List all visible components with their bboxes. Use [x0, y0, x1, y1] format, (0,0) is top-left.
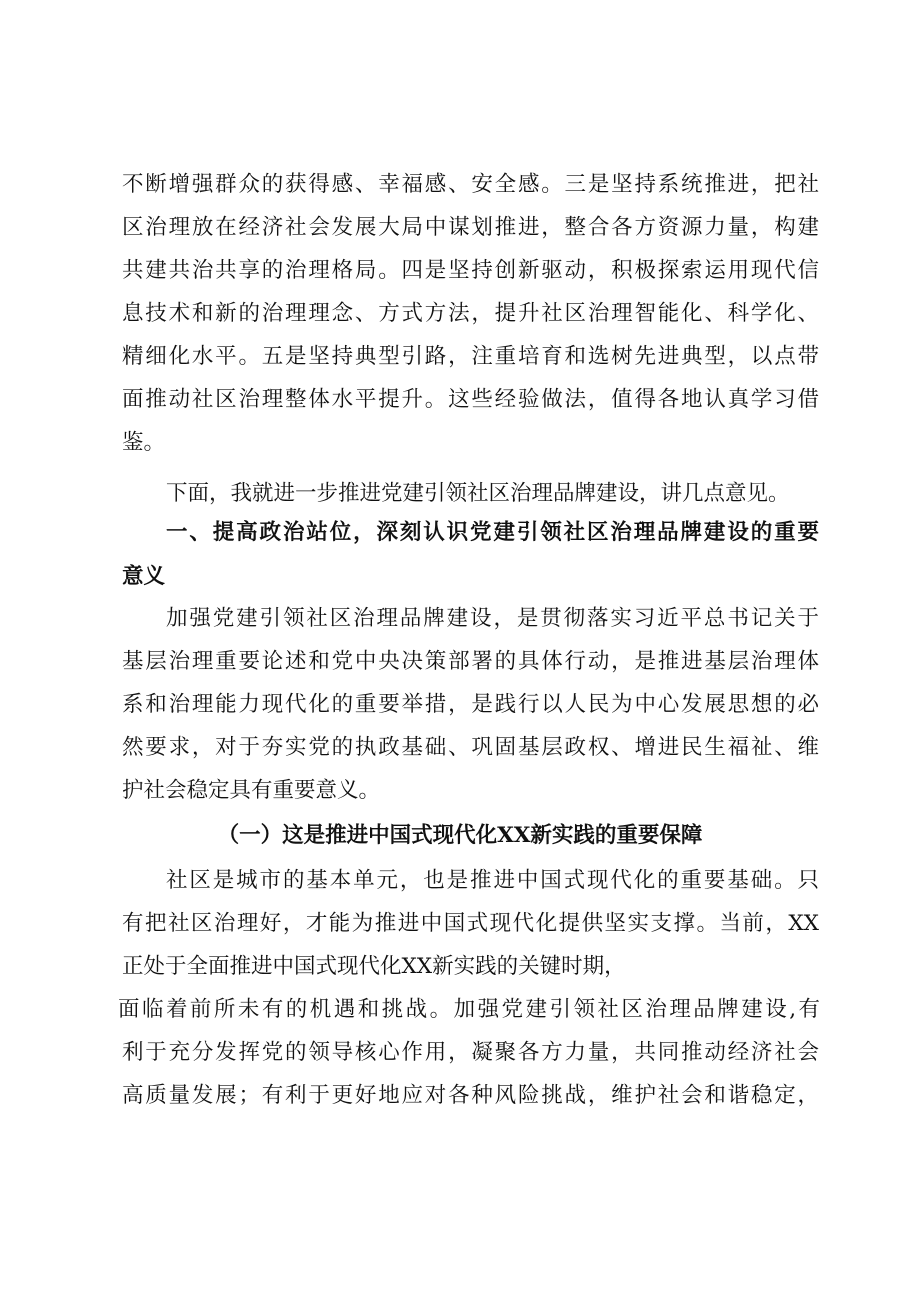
text-line: 区治理放在经济社会发展大局中谋划推进，整合各方资源力量，构建	[122, 215, 819, 240]
section-heading: 一、提高政治站位，深刻认识党建引领社区治理品牌建设的重要	[166, 520, 819, 545]
text-line: 不断增强群众的获得感、幸福感、安全感。三是坚持系统推进，把社	[122, 172, 819, 197]
text-line: 然要求，对于夯实党的执政基础、巩固基层政权、增进民生福祉、维	[122, 735, 819, 760]
text-line: 共建共治共享的治理格局。四是坚持创新驱动，积极探索运用现代信	[122, 258, 819, 283]
subsection-heading: （一）这是推进中国式现代化XX新实践的重要保障	[217, 823, 703, 848]
text-line: 加强党建引领社区治理品牌建设，是贯彻落实习近平总书记关于	[166, 606, 819, 631]
text-line: 面临着前所未有的机遇和挑战。加强党建引领社区治理品牌建设,有	[118, 997, 820, 1022]
text-line: 社区是城市的基本单元，也是推进中国式现代化的重要基础。只	[166, 868, 819, 893]
section-heading: 意义	[122, 564, 166, 589]
text-line: 高质量发展；有利于更好地应对各种风险挑战，维护社会和谐稳定，	[122, 1083, 819, 1108]
text-line: 息技术和新的治理理念、方式方法，提升社区治理智能化、科学化、	[122, 301, 819, 326]
text-line: 系和治理能力现代化的重要举措，是践行以人民为中心发展思想的必	[122, 692, 819, 717]
text-line: 护社会稳定具有重要意义。	[122, 778, 381, 803]
text-line: 有把社区治理好，才能为推进中国式现代化提供坚实支撑。当前，XX	[122, 911, 819, 936]
text-line: 基层治理重要论述和党中央决策部署的具体行动，是推进基层治理体	[122, 649, 819, 674]
text-line: 下面，我就进一步推进党建引领社区治理品牌建设，讲几点意见。	[166, 481, 790, 506]
text-line: 正处于全面推进中国式现代化XX新实践的关键时期，	[122, 954, 626, 979]
text-line: 鉴。	[122, 430, 166, 455]
text-line: 利于充分发挥党的领导核心作用，凝聚各方力量，共同推动经济社会	[122, 1040, 819, 1065]
text-line: 精细化水平。五是坚持典型引路，注重培育和选树先进典型，以点带	[122, 344, 819, 369]
text-line: 面推动社区治理整体水平提升。这些经验做法，值得各地认真学习借	[122, 387, 819, 412]
